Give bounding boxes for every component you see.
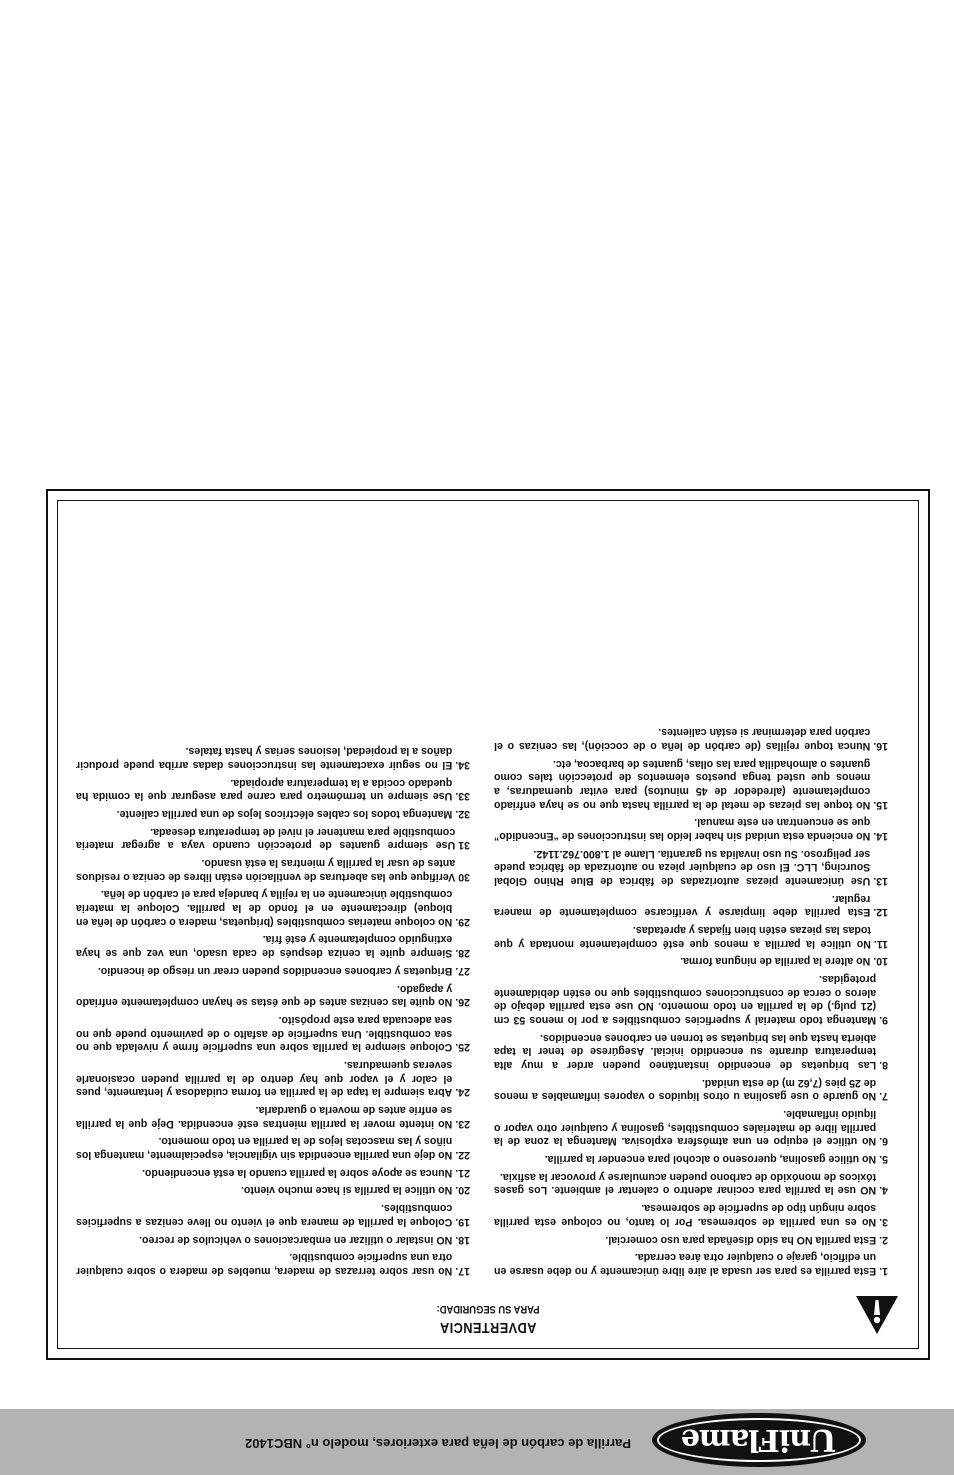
warning-item: [494, 846, 888, 887]
warning-item: [494, 954, 888, 968]
warning-item: [76, 981, 470, 1008]
warning-item-number: 31: [458, 839, 470, 852]
warning-item-number: 33.: [455, 790, 470, 803]
warning-item: [76, 806, 470, 820]
warning-item-number: 10.: [873, 955, 888, 968]
warning-item-text: No encienda esta unidad sin haber leído las instrucciones de “Encendido” que se encuentran en este manual.: [494, 816, 871, 842]
warning-item: [494, 922, 888, 949]
warning-item-number: 17.: [455, 1265, 470, 1277]
warning-item-number: 12.: [873, 906, 888, 919]
warning-subtitle: PARA SU SEGURIDAD:: [436, 1303, 540, 1315]
warning-inner-frame: [57, 500, 919, 1349]
warning-item-number: 32.: [455, 807, 470, 820]
warning-item-number: 34.: [455, 758, 470, 771]
warning-item: [494, 756, 888, 810]
warning-item-number: 20.: [455, 1184, 470, 1197]
warning-item: [494, 1152, 888, 1166]
warning-column-left: [494, 721, 888, 1277]
warning-item-number: 11.: [873, 937, 888, 950]
warning-item: [76, 1012, 470, 1053]
warning-item-number: 19.: [455, 1215, 470, 1228]
warning-item-text: Nunca toque rejillas (de carbón de leña o de cocción), las cenizas o el carbón para determinar si están calientes.: [494, 726, 871, 752]
warning-item: [76, 1232, 470, 1246]
warning-item-number: 18.: [455, 1233, 470, 1246]
warning-item-text: Verifique que las aberturas de ventilación están libres de ceniza o residuos antes de usar la parrilla y mientras la está usando.: [76, 857, 456, 883]
warning-item: [76, 1102, 470, 1129]
warning-item: [76, 824, 470, 851]
warning-item-number: 22.: [455, 1148, 470, 1161]
warning-item: [494, 891, 888, 918]
warning-item-text: Nunca se apoye sobre la parrilla cuando la está encendiendo.: [142, 1166, 453, 1179]
warning-item-number: 9.: [879, 1014, 888, 1026]
warning-item-text: Briquetas y carbones encendidos pueden crear un riesgo de incendio.: [97, 964, 453, 977]
warning-item-number: 24.: [455, 1086, 470, 1099]
warning-item-number: 4.: [879, 1184, 888, 1197]
warning-item: [494, 1075, 888, 1102]
warning-item-text: Siempre quite la ceniza después de cada usado, una vez que se haya extinguido completamente y esté fría.: [76, 933, 453, 960]
warning-item-number: 2.: [879, 1233, 888, 1246]
warning-item-number: 23.: [455, 1117, 470, 1130]
warning-item: [76, 775, 470, 802]
warning-item-number: 8.: [879, 1058, 888, 1071]
warning-item-number: 21.: [455, 1166, 470, 1179]
warning-box: [46, 489, 930, 1360]
warning-item-number: 15.: [873, 798, 888, 811]
warning-item-text: El no seguir exactamente las instrucciones dadas arriba puede producir daños a la propiedad, lesiones serias y hasta fatales.: [76, 745, 453, 771]
warning-item-text: No intente mover la parrilla mientras esté encendida. Deje que la parrilla se enfríe antes de moverla o guardarla.: [76, 1103, 453, 1130]
warning-item-text: Mantenga todo material y superficies combustibles a por lo menos 53 cm (21 pulg.) de la parrilla en todo momento. NO use esta parrilla debajo de aleros o cerca de construcciones combustibles que no estén debidamente protegidas.: [494, 973, 877, 1026]
warning-item-text: No utilice la parrilla si hace mucho viento.: [240, 1184, 453, 1197]
warning-item-text: Abra siempre la tapa de la parrilla en forma cuidadosa y lentamente, pues el calor y el vapor que hay dentro de la parrilla pueden ocasionarle severas quemaduras.: [76, 1058, 453, 1099]
warning-item: [76, 1057, 470, 1098]
warning-item: [76, 744, 470, 771]
uniflame-logo: [652, 1413, 866, 1467]
warning-item-text: No toque las piezas de metal de la parrilla hasta que no se haya enfriado completamente (alrededor de 45 minutos) para evitar quemaduras, a menos que usted tenga puestos elementos de protección tales como guantes o almohadilla para las ollas, guantes de barbacoa, etc.: [494, 757, 871, 811]
warning-item-number: 25.: [455, 1041, 470, 1054]
warning-item-number: 5.: [879, 1153, 888, 1166]
warning-item-number: 29.: [455, 915, 470, 928]
warning-item-number: 13.: [873, 874, 888, 887]
warning-item: [494, 1250, 888, 1277]
warning-item-text: No quite las cenizas antes de que éstas se hayan completamente enfriado y apagado.: [76, 982, 453, 1009]
warning-item-text: No deje una parrilla encendida sin vigilancia, especialmente, mantenga los niños y las mascotas lejos de la parrilla en todo momento.: [76, 1135, 453, 1161]
footer-band: [0, 1409, 954, 1475]
warning-item: [494, 1232, 888, 1246]
warning-item-text: No es una parrilla de sobremesa. Por lo tanto, no coloque esta parrilla sobre ningún tipo de superficie de sobremesa.: [494, 1202, 877, 1228]
footer-caption: Parrilla de carbón de leña para exteriores, modelo n° NBC1402: [245, 1436, 631, 1451]
warning-item-text: No utilice el equipo en una atmósfera explosiva. Mantenga la zona de la parrilla libre de materiales combustibles, gasolina y cualquier otro vapor o líquido inflamable.: [494, 1108, 877, 1148]
warning-item-text: Use siempre guantes de protección cuando vaya a agregar materia combustible para mantener el nivel de temperatura deseada.: [76, 825, 456, 852]
logo-text: UniFlame: [681, 1422, 837, 1458]
warning-item-number: 3.: [879, 1215, 888, 1228]
warning-item-text: Esta parrilla es para ser usada al aire libre únicamente y no debe usarse en un edificio, garaje o cualquier otra área cerrada.: [494, 1251, 877, 1277]
warning-item: [76, 1250, 470, 1277]
warning-item-number: 6.: [879, 1135, 888, 1148]
warning-item: [494, 1107, 888, 1148]
warning-item-text: Las briquetas de encendido instantáneo pueden arder a muy alta temperatura durante su encendido inicial. Asegúrese de tener la tapa abierta hasta que las briquetas se tornen en carbones encendidos.: [494, 1031, 877, 1071]
warning-item-number: 30: [458, 870, 470, 883]
warning-column-right: [76, 739, 470, 1277]
warning-item: [494, 1030, 888, 1071]
warning-item: [76, 1165, 470, 1179]
warning-item: [494, 1201, 888, 1228]
warning-item: [76, 932, 470, 959]
warning-item: [76, 963, 470, 977]
warning-item-text: Use siempre un termómetro para carne para asegurar que la comida ha quedado cocida a la temperatura apropiada.: [76, 776, 453, 803]
warning-item-text: No usar sobre terrazas de madera, muebles de madera o sobre cualquier otra una superficie combustible.: [76, 1251, 453, 1277]
warning-item-text: Esta parrilla debe limpiarse y verificarse completamente de manera regular.: [494, 892, 871, 919]
warning-item-number: 14.: [873, 829, 888, 842]
warning-item-text: Coloque siempre la parrilla sobre una superficie firme y nivelada que no sea combustible. Una superficie de asfalto o de pavimento puede que no sea adecuada para este propósito.: [76, 1014, 453, 1054]
warning-item-text: NO instalar o utilizar en embarcaciones o vehículos de recreo.: [139, 1233, 453, 1246]
warning-item-text: Use únicamente piezas autorizadas de fábrica de Blue Rhino Global Sourcing, LLC. El uso de cualquier pieza no autorizada de fábrica puede ser peligroso. Su uso invalida su garantía. Llame al 1.800.762.1142.: [494, 847, 871, 887]
warning-item: [494, 815, 888, 842]
warning-item: [76, 856, 470, 883]
warning-item: [76, 1134, 470, 1161]
warning-item-text: No utilice gasolina, queroseno o alcohol para encender la parrilla.: [544, 1153, 877, 1166]
warning-item: [494, 725, 888, 752]
warning-item-text: Mantenga todos los cables eléctricos lejos de una parrilla caliente.: [116, 807, 453, 820]
warning-item-text: NO use la parrilla para cocinar adentro o calentar el ambiente. Los gases tóxicos de monóxido de carbono pueden acumularse y provocar la asfixia.: [494, 1170, 877, 1197]
warning-item-text: Coloque la parrilla de manera que el viento no lleve cenizas a superficies combustibles.: [76, 1202, 453, 1228]
warning-item-number: 7.: [879, 1090, 888, 1103]
warning-item-text: No altere la parrilla de ninguna forma.: [680, 955, 871, 968]
warning-item-text: No guarde o use gasolina u otros líquidos o vapores inflamables a menos de 25 pies (7,62 m) de esta unidad.: [494, 1076, 877, 1103]
warning-item: [494, 972, 888, 1026]
warning-item-number: 26.: [455, 996, 470, 1009]
warning-item-text: No coloque materias combustibles (briquetas, madera o carbón de leña en bloque) directamente en el fondo de la parrilla. Coloque la materia combustible únicamente en la rejilla y bandeja para el carbón de leña.: [76, 888, 453, 928]
warning-item: [76, 1183, 470, 1197]
warning-header: [58, 1303, 918, 1336]
warning-item-number: 28.: [455, 947, 470, 960]
warning-item: [494, 1169, 888, 1196]
warning-item-number: 16.: [873, 740, 888, 752]
warning-item-text: No utilice la parrilla a menos que esté completamente montada y que todas las piezas estén bien fijadas y apretadas.: [494, 924, 871, 950]
warning-item-number: 27.: [455, 964, 470, 977]
warning-item-number: 1.: [879, 1265, 888, 1277]
warning-item: [76, 887, 470, 928]
warning-item: [76, 1201, 470, 1228]
warning-item-text: Esta parrilla NO ha sido diseñada para uso comercial.: [605, 1233, 877, 1246]
warning-title: ADVERTENCIA: [439, 1319, 537, 1336]
